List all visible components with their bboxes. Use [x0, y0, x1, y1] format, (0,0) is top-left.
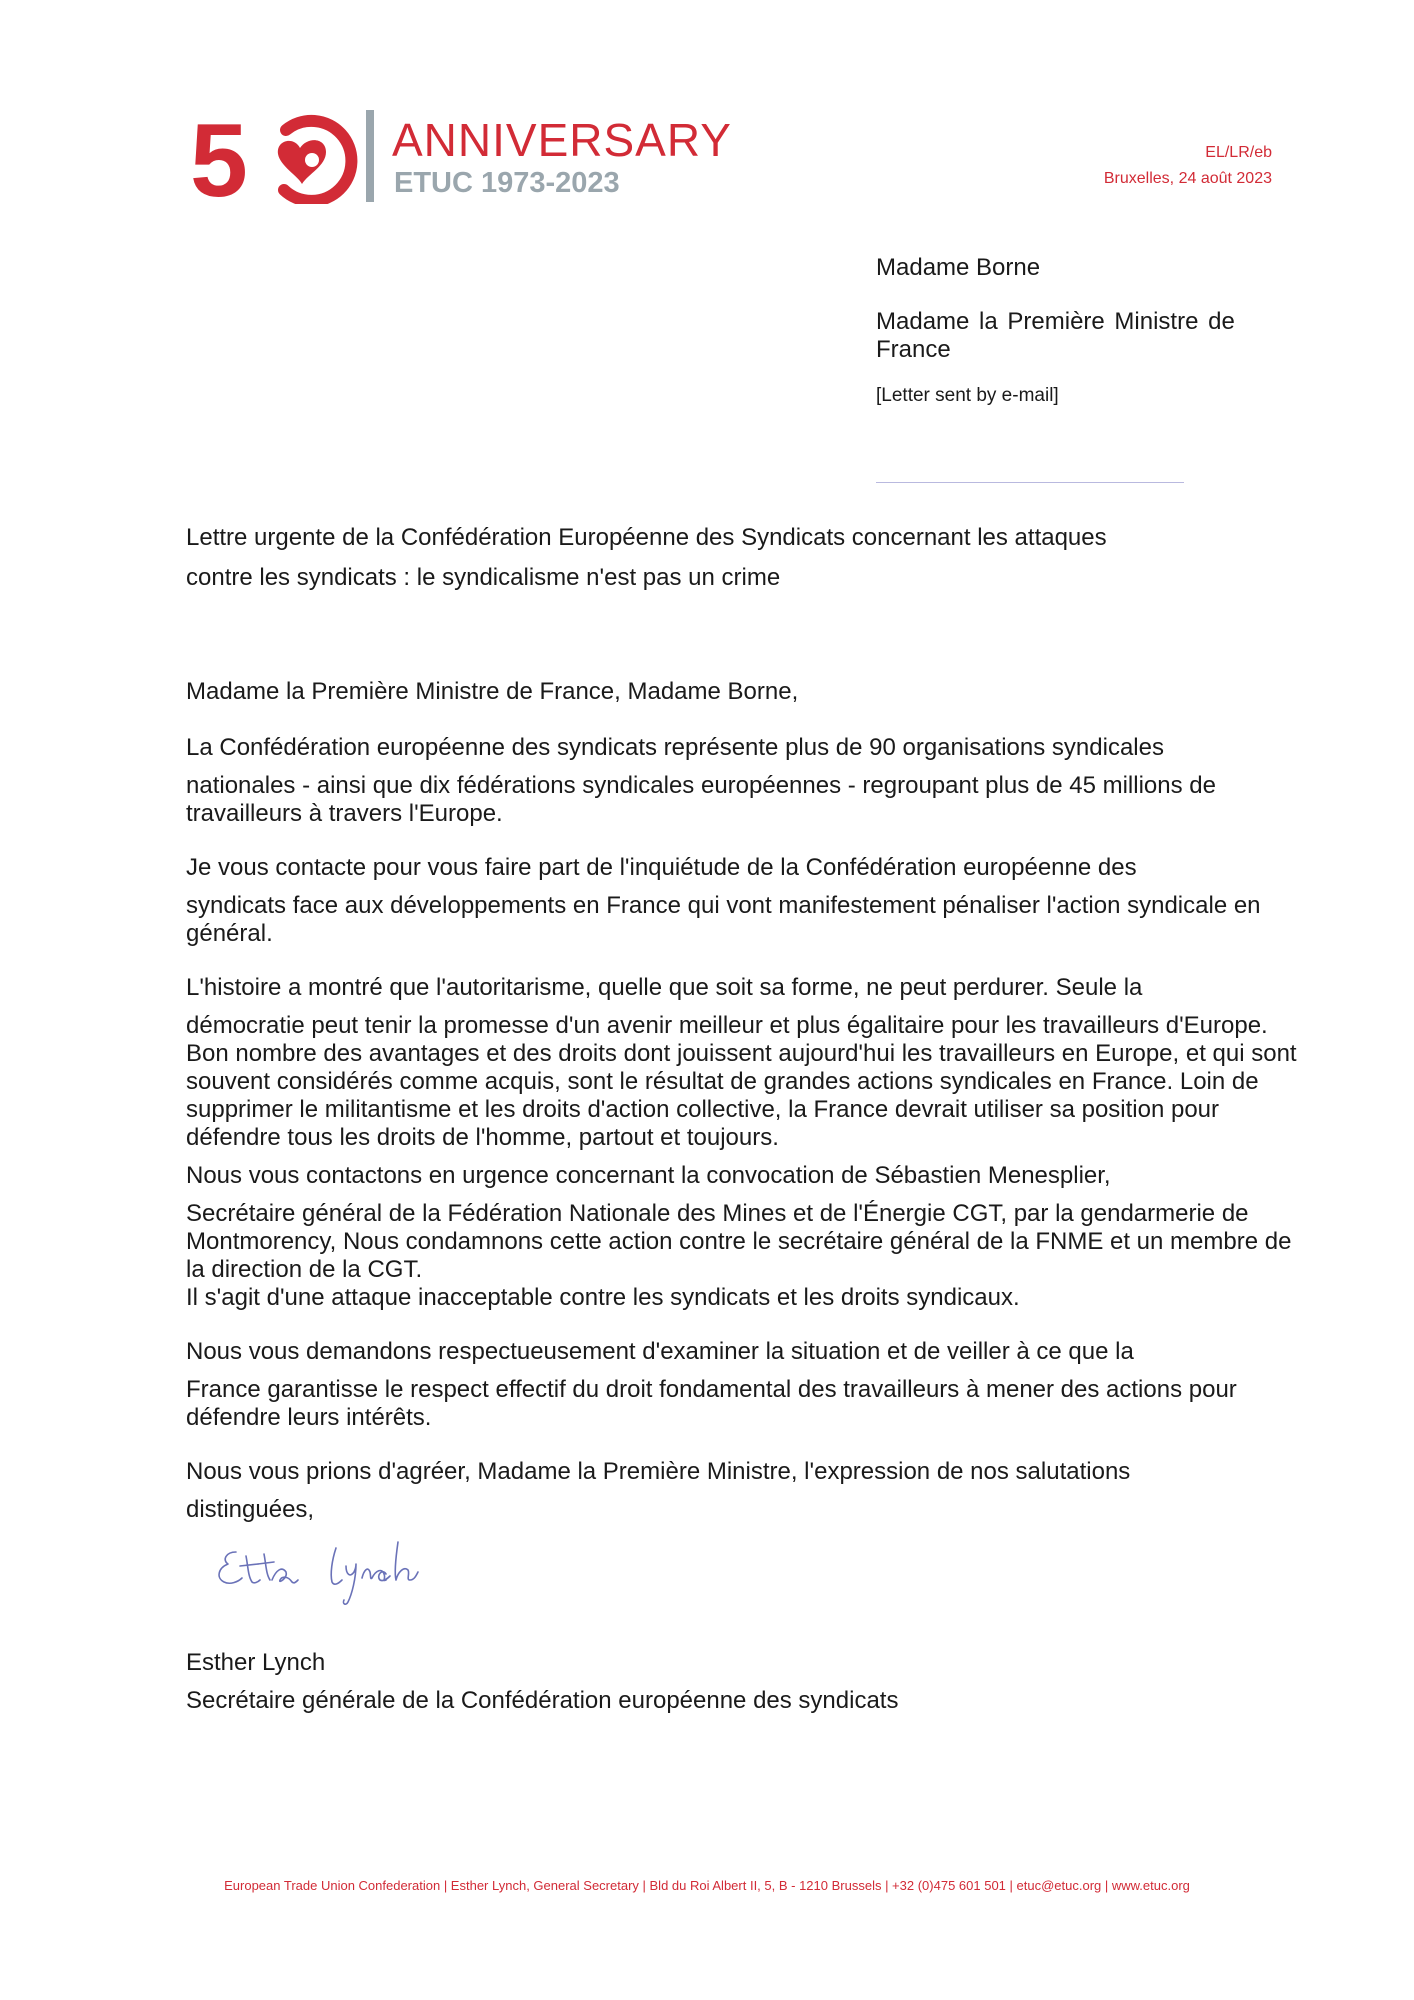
handwritten-signature [214, 1536, 454, 1616]
paragraph-closing [186, 1458, 1306, 1524]
subject-line-2: contre les syndicats : le syndicalisme n'est pas un crime [186, 564, 781, 591]
signer-role: Secrétaire générale de la Confédération européenne des syndicats [186, 1687, 899, 1714]
letter-subject [186, 518, 1306, 598]
recipient-block [876, 254, 1266, 408]
signature-graphic [214, 1536, 454, 1616]
reference-place-date: Bruxelles, 24 août 2023 [1103, 170, 1272, 187]
logo-word: ANNIVERSARY [392, 114, 732, 166]
paragraph-4-last-line: Il s'agit d'une attaque inacceptable contre les syndicats et les droits syndicaux. [186, 1284, 1020, 1311]
closing-first-line: Nous vous prions d'agréer, Madame la Première Ministre, l'expression de nos salutations [186, 1458, 1131, 1485]
paragraph-4-text: Secrétaire général de la Fédération Nationale des Mines et de l'Énergie CGT, par la gendarmerie de Montmorency, Nous condamnons cette action contre le secrétaire général de la FNME et un membre de la direction de la CGT. [186, 1200, 1292, 1283]
recipient-divider [876, 482, 1184, 483]
logo-graphic [190, 104, 750, 204]
reference-code: EL/LR/eb [1205, 144, 1272, 161]
paragraph-2-text: syndicats face aux développements en France qui vont manifestement pénaliser l'action syndicale en général. [186, 892, 1261, 947]
paragraph-4-first-line: Nous vous contactons en urgence concernant la convocation de Sébastien Menesplier, [186, 1162, 1111, 1189]
reference-block [1104, 140, 1272, 192]
logo-swirl-zero [278, 121, 352, 201]
paragraph-1-first-line: La Confédération européenne des syndicats représente plus de 90 organisations syndicales [186, 734, 1164, 761]
recipient-title: Madame la Première Ministre de France [876, 308, 1235, 363]
paragraph-1 [186, 734, 1306, 828]
paragraph-1-text: nationales - ainsi que dix fédérations syndicales européennes - regroupant plus de 45 millions de travailleurs à travers l'Europe. [186, 772, 1216, 827]
recipient-name: Madame Borne [876, 254, 1041, 281]
signer-name: Esther Lynch [186, 1649, 326, 1676]
logo-number-5: 5 [190, 104, 248, 204]
subject-line-1: Lettre urgente de la Confédération Européenne des Syndicats concernant les attaques [186, 524, 1107, 551]
paragraph-3 [186, 974, 1306, 1152]
paragraph-5 [186, 1338, 1306, 1432]
paragraph-5-first-line: Nous vous demandons respectueusement d'examiner la situation et de veiller à ce que la [186, 1338, 1134, 1365]
signer-block [186, 1644, 898, 1720]
recipient-sent-note: [Letter sent by e-mail] [876, 385, 1059, 406]
paragraph-3-text: démocratie peut tenir la promesse d'un avenir meilleur et plus égalitaire pour les travailleurs d'Europe. Bon nombre des avantages et des droits dont jouissent aujourd'hui les travailleurs en Europe, et qui sont souvent considérés comme acquis, sont le résultat de grandes actions syndicales en France. Loin de supprimer le militantisme et les droits d'action collective, la France devrait utiliser sa position pour défendre tous les droits de l'homme, partout et toujours. [186, 1012, 1297, 1151]
etuc-anniversary-logo [190, 104, 750, 204]
letter-greeting: Madame la Première Ministre de France, Madame Borne, [186, 678, 799, 705]
paragraph-4 [186, 1162, 1306, 1312]
logo-divider [366, 110, 374, 202]
letter-body [186, 518, 1306, 1550]
page-footer: European Trade Union Confederation | Esther Lynch, General Secretary | Bld du Roi Albert II, 5, B - 1210 Brussels | +32 (0)475 601 501 | etuc@etuc.org | www.etuc.org [224, 1878, 1190, 1893]
paragraph-2-first-line: Je vous contacte pour vous faire part de l'inquiétude de la Confédération européenne des [186, 854, 1137, 881]
paragraph-2 [186, 854, 1306, 948]
logo-tagline: ETUC 1973-2023 [394, 167, 620, 199]
paragraph-3-first-line: L'histoire a montré que l'autoritarisme, quelle que soit sa forme, ne peut perdurer. Seule la [186, 974, 1143, 1001]
closing-text: distinguées, [186, 1496, 315, 1523]
paragraph-5-text: France garantisse le respect effectif du droit fondamental des travailleurs à mener des actions pour défendre leurs intérêts. [186, 1376, 1237, 1431]
